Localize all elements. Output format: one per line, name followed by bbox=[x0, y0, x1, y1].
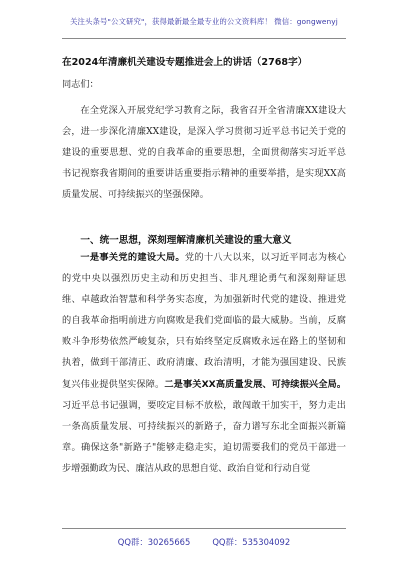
header-banner: 关注头条号"公文研究"，获得最新最全最专业的公文资料库！ 微信：gongwenyj bbox=[70, 17, 338, 26]
section1-lead-2: 二是事关XX高质量发展、可持续振兴全局。 bbox=[164, 378, 347, 390]
footer-qq-group-1: QQ群：30265665 bbox=[117, 537, 191, 547]
section-heading-1: 一、统一思想，深刻理解清廉机关建设的重大意义 bbox=[80, 235, 292, 246]
intro-paragraph: 在全党深入开展党纪学习教育之际，我省召开全省清廉XX建设大会，进一步深化清廉XX建设，是深入学习贯彻习近平总书记关于党的建设的重要思想、党的自我革命的重要思想，全面贯彻落实习近平总书记视察我省期间的重要讲话重要指示精神的重要举措，是实现XX高质量发展、可持续振兴的坚强保障。 bbox=[62, 105, 346, 201]
document-title: 在2024年清廉机关建设专题推进会上的讲话（2768字） bbox=[62, 57, 308, 68]
section1-lead-1: 一是事关党的建设大局。 bbox=[80, 252, 185, 263]
footer-divider bbox=[62, 528, 346, 529]
section1-text-2: 习近平总书记强调，要咬定目标不放松，敢闯敢干加实干，努力走出一条高质量发展、可持续振兴的新路子，奋力谱写东北全面振兴新篇章。确保这条"新路子"能够走稳走实，迫切需要我们的党员干部进一步增强勤政为民、廉洁从政的思想自觉、政治自觉和行动自觉 bbox=[62, 399, 346, 474]
section1-paragraph bbox=[62, 247, 346, 479]
section1-text-1: 党的十八大以来，以习近平同志为核心的党中央以强烈历史主动和历史担当、非凡理论勇气和深刻辩证思维、卓越政治智慧和科学务实态度，为加强新时代党的建设、推进党的自我革命指明前进方向腐败是我们党面临的最大威胁。当前，反腐败斗争形势依然严峻复杂，只有始终坚定反腐败永远在路上的坚韧和执着，做到干部清正、政府清廉、政治清明，才能为强国建设、民族复兴伟业提供坚实保障。 bbox=[62, 252, 346, 390]
footer bbox=[0, 536, 408, 548]
salutation: 同志们： bbox=[62, 79, 99, 90]
footer-qq-group-2: QQ群：535304092 bbox=[212, 537, 291, 547]
header-divider bbox=[62, 38, 346, 39]
